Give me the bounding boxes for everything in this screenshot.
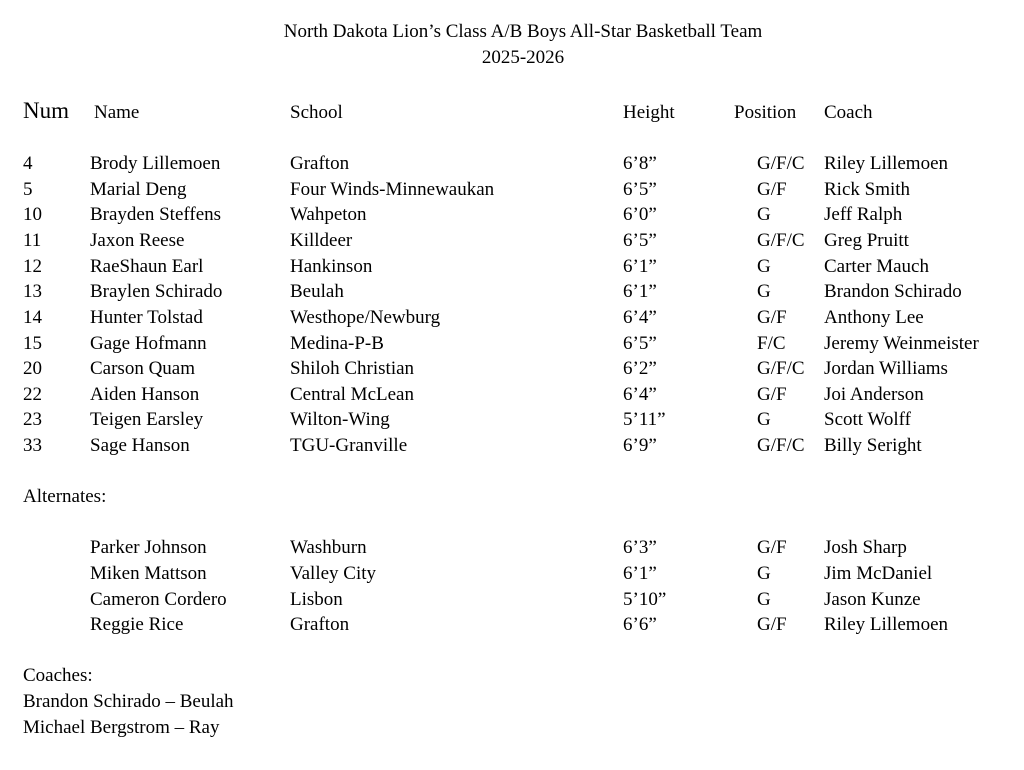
alternate-height: 6’3” xyxy=(623,537,657,558)
player-height: 6’2” xyxy=(623,358,657,379)
player-name: Braylen Schirado xyxy=(90,281,223,302)
header-coach: Coach xyxy=(824,102,873,123)
player-name: Brody Lillemoen xyxy=(90,153,221,174)
table-row xyxy=(0,410,1024,432)
player-num: 20 xyxy=(23,358,42,379)
table-row xyxy=(0,436,1024,458)
player-name: Marial Deng xyxy=(90,179,187,200)
player-coach: Carter Mauch xyxy=(824,256,929,277)
header-school: School xyxy=(290,102,343,123)
alternate-coach: Josh Sharp xyxy=(824,537,907,558)
player-school: Wahpeton xyxy=(290,204,367,225)
alternate-coach: Jim McDaniel xyxy=(824,563,933,584)
player-school: Grafton xyxy=(290,153,350,174)
player-position: G xyxy=(757,409,771,430)
player-height: 5’11” xyxy=(623,409,666,430)
player-num: 12 xyxy=(23,256,42,277)
header-height: Height xyxy=(623,102,675,123)
player-name: Brayden Steffens xyxy=(90,204,222,225)
player-height: 6’0” xyxy=(623,204,657,225)
player-name: Carson Quam xyxy=(90,358,196,379)
table-row xyxy=(0,231,1024,253)
player-position: F/C xyxy=(757,333,786,354)
player-name: Jaxon Reese xyxy=(90,230,185,251)
player-num: 23 xyxy=(23,409,42,430)
alternate-position: G xyxy=(757,589,771,610)
player-coach: Scott Wolff xyxy=(824,409,911,430)
player-name: Sage Hanson xyxy=(90,435,190,456)
alternate-name: Reggie Rice xyxy=(90,614,184,635)
player-school: Hankinson xyxy=(290,256,373,277)
player-height: 6’9” xyxy=(623,435,657,456)
player-height: 6’4” xyxy=(623,384,657,405)
table-row xyxy=(0,590,1024,612)
alternate-name: Cameron Cordero xyxy=(90,589,227,610)
table-row xyxy=(0,359,1024,381)
player-height: 6’5” xyxy=(623,333,657,354)
alternate-position: G xyxy=(757,563,771,584)
alternate-height: 6’6” xyxy=(623,614,657,635)
player-height: 6’1” xyxy=(623,281,657,302)
player-school: Wilton-Wing xyxy=(290,409,390,430)
player-coach: Joi Anderson xyxy=(824,384,924,405)
alternate-school: Valley City xyxy=(290,563,377,584)
player-position: G/F xyxy=(757,307,787,328)
header-num: Num xyxy=(23,98,69,123)
alternate-position: G/F xyxy=(757,614,787,635)
alternate-height: 5’10” xyxy=(623,589,667,610)
alternate-name: Parker Johnson xyxy=(90,537,207,558)
player-num: 4 xyxy=(23,153,33,174)
alternate-height: 6’1” xyxy=(623,563,657,584)
alternate-school: Lisbon xyxy=(290,589,343,610)
table-row xyxy=(0,282,1024,304)
player-num: 11 xyxy=(23,230,42,251)
header-name: Name xyxy=(94,102,140,123)
alternate-name: Miken Mattson xyxy=(90,563,207,584)
alternates-heading: Alternates: xyxy=(23,486,107,507)
player-school: Westhope/Newburg xyxy=(290,307,441,328)
player-school: Central McLean xyxy=(290,384,414,405)
player-position: G xyxy=(757,204,771,225)
coach-entry: Michael Bergstrom – Ray xyxy=(23,717,220,738)
roster-header xyxy=(0,98,1024,125)
table-row xyxy=(0,564,1024,586)
player-coach: Rick Smith xyxy=(824,179,911,200)
player-num: 10 xyxy=(23,204,42,225)
player-height: 6’4” xyxy=(623,307,657,328)
alternate-school: Grafton xyxy=(290,614,350,635)
table-row xyxy=(0,385,1024,407)
table-row xyxy=(0,308,1024,330)
player-num: 33 xyxy=(23,435,42,456)
alternate-school: Washburn xyxy=(290,537,367,558)
player-position: G/F/C xyxy=(757,153,805,174)
player-height: 6’8” xyxy=(623,153,657,174)
player-name: Gage Hofmann xyxy=(90,333,207,354)
player-position: G xyxy=(757,281,771,302)
table-row xyxy=(0,334,1024,356)
coaches-heading: Coaches: xyxy=(23,665,93,686)
player-position: G/F/C xyxy=(757,358,805,379)
player-position: G/F/C xyxy=(757,230,805,251)
player-position: G/F/C xyxy=(757,435,805,456)
alternate-coach: Jason Kunze xyxy=(824,589,921,610)
player-coach: Greg Pruitt xyxy=(824,230,909,251)
player-height: 6’1” xyxy=(623,256,657,277)
player-school: Killdeer xyxy=(290,230,353,251)
table-row xyxy=(0,154,1024,176)
table-row xyxy=(0,538,1024,560)
player-height: 6’5” xyxy=(623,179,657,200)
player-height: 6’5” xyxy=(623,230,657,251)
player-coach: Anthony Lee xyxy=(824,307,924,328)
player-coach: Brandon Schirado xyxy=(824,281,962,302)
player-name: Teigen Earsley xyxy=(90,409,204,430)
player-school: TGU-Granville xyxy=(290,435,408,456)
player-coach: Jeff Ralph xyxy=(824,204,903,225)
player-position: G/F xyxy=(757,179,787,200)
document-season: 2025-2026 xyxy=(481,47,565,68)
player-school: Medina-P-B xyxy=(290,333,384,354)
player-num: 14 xyxy=(23,307,42,328)
table-row xyxy=(0,205,1024,227)
header-position: Position xyxy=(734,102,797,123)
player-name: RaeShaun Earl xyxy=(90,256,204,277)
player-position: G/F xyxy=(757,384,787,405)
alternate-position: G/F xyxy=(757,537,787,558)
alternate-coach: Riley Lillemoen xyxy=(824,614,949,635)
player-school: Beulah xyxy=(290,281,344,302)
table-row xyxy=(0,257,1024,279)
player-position: G xyxy=(757,256,771,277)
player-coach: Billy Seright xyxy=(824,435,922,456)
player-coach: Jordan Williams xyxy=(824,358,948,379)
player-coach: Riley Lillemoen xyxy=(824,153,949,174)
player-school: Four Winds-Minnewaukan xyxy=(290,179,495,200)
player-coach: Jeremy Weinmeister xyxy=(824,333,979,354)
player-num: 15 xyxy=(23,333,42,354)
player-name: Aiden Hanson xyxy=(90,384,200,405)
player-num: 13 xyxy=(23,281,42,302)
player-school: Shiloh Christian xyxy=(290,358,415,379)
document-title: North Dakota Lion’s Class A/B Boys All-Star Basketball Team xyxy=(283,21,763,42)
table-row xyxy=(0,615,1024,637)
table-row xyxy=(0,180,1024,202)
player-name: Hunter Tolstad xyxy=(90,307,203,328)
player-num: 5 xyxy=(23,179,33,200)
coach-entry: Brandon Schirado – Beulah xyxy=(23,691,234,712)
player-num: 22 xyxy=(23,384,42,405)
